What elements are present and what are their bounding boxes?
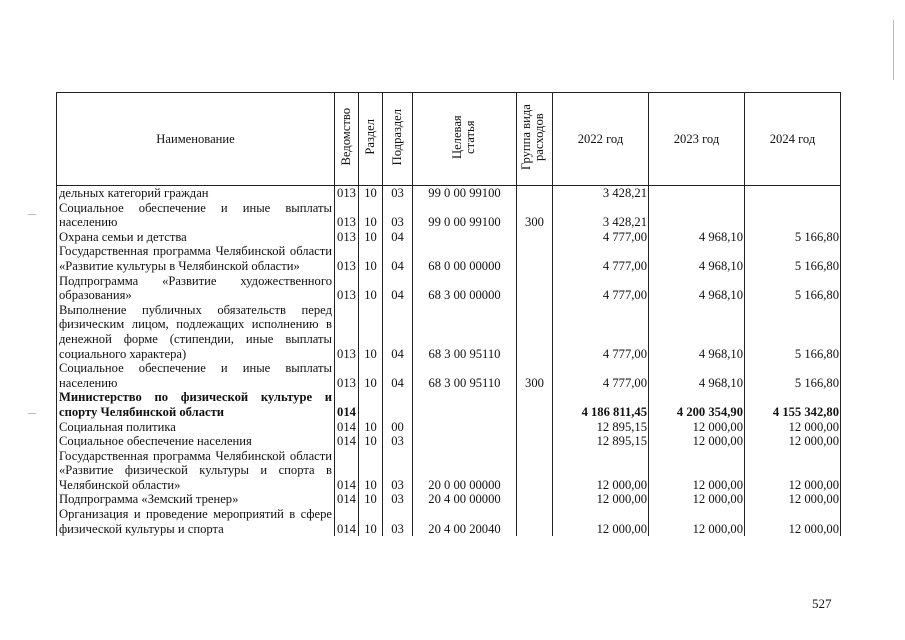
- row-value-2022: 4 777,00: [553, 361, 649, 390]
- row-podrazdel: 04: [383, 361, 413, 390]
- row-value-2023: 4 200 354,90: [649, 390, 745, 419]
- row-name: Подпрограмма «Развитие художественного образования»: [57, 274, 335, 303]
- row-vedomstvo: 014: [335, 507, 359, 536]
- row-target-article: 68 3 00 00000: [413, 274, 517, 303]
- row-target-article: 20 4 00 20040: [413, 507, 517, 536]
- row-name: Государственная программа Челябинской области «Развитие физической культуры и спорта в Челябинской области»: [57, 449, 335, 493]
- row-name: дельных категорий граждан: [57, 186, 335, 201]
- row-value-2023: 4 968,10: [649, 361, 745, 390]
- scan-artifact-left: [28, 214, 36, 215]
- row-podrazdel: [383, 390, 413, 419]
- table-header-row: [57, 93, 841, 186]
- row-target-article: [413, 230, 517, 245]
- row-razdel: 10: [359, 492, 383, 507]
- row-expense-group: [517, 420, 553, 435]
- row-name: Организация и проведение мероприятий в сфере физической культуры и спорта: [57, 507, 335, 536]
- row-value-2024: 5 166,80: [745, 274, 841, 303]
- row-razdel: 10: [359, 303, 383, 361]
- row-value-2024: 12 000,00: [745, 449, 841, 493]
- row-value-2023: 4 968,10: [649, 274, 745, 303]
- row-value-2024: 12 000,00: [745, 434, 841, 449]
- row-name: Охрана семьи и детства: [57, 230, 335, 245]
- row-podrazdel: 03: [383, 449, 413, 493]
- row-vedomstvo: 014: [335, 420, 359, 435]
- budget-table: [56, 92, 841, 536]
- header-podrazdel: Подраздел: [383, 93, 413, 186]
- row-podrazdel: 04: [383, 274, 413, 303]
- row-razdel: 10: [359, 274, 383, 303]
- row-value-2022: 12 000,00: [553, 449, 649, 493]
- row-vedomstvo: 013: [335, 230, 359, 245]
- row-value-2024: 5 166,80: [745, 361, 841, 390]
- row-podrazdel: 03: [383, 492, 413, 507]
- header-vedomstvo: Ведомство: [335, 93, 359, 186]
- table-row: [57, 449, 841, 493]
- row-value-2024: 12 000,00: [745, 507, 841, 536]
- row-value-2022: 12 895,15: [553, 434, 649, 449]
- row-value-2024: 5 166,80: [745, 230, 841, 245]
- row-podrazdel: 04: [383, 303, 413, 361]
- row-value-2022: 12 895,15: [553, 420, 649, 435]
- row-value-2023: 12 000,00: [649, 492, 745, 507]
- table-row: [57, 361, 841, 390]
- row-target-article: [413, 434, 517, 449]
- row-vedomstvo: 013: [335, 274, 359, 303]
- table-row: [57, 507, 841, 536]
- row-vedomstvo: 013: [335, 201, 359, 230]
- row-value-2024: 12 000,00: [745, 420, 841, 435]
- row-value-2022: 4 777,00: [553, 244, 649, 273]
- row-expense-group: [517, 303, 553, 361]
- row-vedomstvo: 014: [335, 434, 359, 449]
- row-target-article: 68 0 00 00000: [413, 244, 517, 273]
- row-expense-group: 300: [517, 201, 553, 230]
- row-value-2024: 5 166,80: [745, 303, 841, 361]
- row-podrazdel: 03: [383, 434, 413, 449]
- row-value-2023: 4 968,10: [649, 303, 745, 361]
- table-row: [57, 420, 841, 435]
- row-podrazdel: 04: [383, 244, 413, 273]
- row-target-article: [413, 420, 517, 435]
- row-expense-group: [517, 230, 553, 245]
- row-name: Подпрограмма «Земский тренер»: [57, 492, 335, 507]
- table-row: [57, 244, 841, 273]
- row-vedomstvo: 014: [335, 449, 359, 493]
- row-razdel: [359, 390, 383, 419]
- row-name: Социальное обеспечение и иные выплаты населению: [57, 361, 335, 390]
- row-target-article: 99 0 00 99100: [413, 186, 517, 201]
- row-vedomstvo: 013: [335, 244, 359, 273]
- table-row: [57, 274, 841, 303]
- row-value-2023: 12 000,00: [649, 449, 745, 493]
- row-vedomstvo: 013: [335, 186, 359, 201]
- row-value-2023: [649, 186, 745, 201]
- budget-table-page: [56, 92, 840, 582]
- row-value-2023: 12 000,00: [649, 420, 745, 435]
- row-expense-group: [517, 449, 553, 493]
- row-target-article: 20 4 00 00000: [413, 492, 517, 507]
- row-expense-group: [517, 390, 553, 419]
- row-value-2022: 3 428,21: [553, 201, 649, 230]
- row-value-2022: 3 428,21: [553, 186, 649, 201]
- header-expense-group: Группа вида расходов: [517, 93, 553, 186]
- scan-artifact-left: [28, 413, 36, 414]
- row-razdel: 10: [359, 507, 383, 536]
- row-name: Социальное обеспечение населения: [57, 434, 335, 449]
- row-value-2024: [745, 201, 841, 230]
- row-value-2023: 4 968,10: [649, 230, 745, 245]
- row-value-2022: 4 777,00: [553, 230, 649, 245]
- row-value-2024: 12 000,00: [745, 492, 841, 507]
- row-value-2022: 12 000,00: [553, 492, 649, 507]
- row-target-article: 68 3 00 95110: [413, 303, 517, 361]
- row-value-2022: 4 777,00: [553, 274, 649, 303]
- header-2024: 2024 год: [745, 93, 841, 186]
- row-razdel: 10: [359, 434, 383, 449]
- row-name: Государственная программа Челябинской области «Развитие культуры в Челябинской области»: [57, 244, 335, 273]
- row-value-2024: 5 166,80: [745, 244, 841, 273]
- row-razdel: 10: [359, 361, 383, 390]
- row-target-article: 68 3 00 95110: [413, 361, 517, 390]
- table-row: [57, 492, 841, 507]
- row-expense-group: [517, 507, 553, 536]
- row-podrazdel: 04: [383, 230, 413, 245]
- row-value-2022: 12 000,00: [553, 507, 649, 536]
- header-2023: 2023 год: [649, 93, 745, 186]
- row-razdel: 10: [359, 201, 383, 230]
- table-row: [57, 186, 841, 201]
- row-name: Выполнение публичных обязательств перед физическим лицом, подлежащих исполнению в денежной форме (стипендии, иные выплаты социального характера): [57, 303, 335, 361]
- header-razdel: Раздел: [359, 93, 383, 186]
- row-podrazdel: 03: [383, 201, 413, 230]
- header-name: Наименование: [57, 93, 335, 186]
- page-number: 527: [812, 596, 832, 611]
- row-razdel: 10: [359, 420, 383, 435]
- row-value-2023: 4 968,10: [649, 244, 745, 273]
- row-vedomstvo: 013: [335, 303, 359, 361]
- row-expense-group: 300: [517, 361, 553, 390]
- scan-artifact-right: [893, 20, 894, 80]
- row-vedomstvo: 014: [335, 492, 359, 507]
- row-expense-group: [517, 274, 553, 303]
- row-name: Социальное обеспечение и иные выплаты населению: [57, 201, 335, 230]
- row-name: Социальная политика: [57, 420, 335, 435]
- row-razdel: 10: [359, 449, 383, 493]
- table-row: [57, 303, 841, 361]
- row-target-article: 99 0 00 99100: [413, 201, 517, 230]
- row-razdel: 10: [359, 244, 383, 273]
- row-expense-group: [517, 244, 553, 273]
- table-row: [57, 434, 841, 449]
- header-target-article: Целевая статья: [413, 93, 517, 186]
- row-vedomstvo: 014: [335, 390, 359, 419]
- table-row: [57, 230, 841, 245]
- header-2022: 2022 год: [553, 93, 649, 186]
- row-expense-group: [517, 434, 553, 449]
- row-razdel: 10: [359, 186, 383, 201]
- row-target-article: [413, 390, 517, 419]
- row-name: Министерство по физической культуре и спорту Челябинской области: [57, 390, 335, 419]
- row-expense-group: [517, 492, 553, 507]
- row-value-2022: 4 186 811,45: [553, 390, 649, 419]
- table-row: [57, 390, 841, 419]
- row-podrazdel: 03: [383, 507, 413, 536]
- row-value-2022: 4 777,00: [553, 303, 649, 361]
- row-razdel: 10: [359, 230, 383, 245]
- row-value-2024: [745, 186, 841, 201]
- row-target-article: 20 0 00 00000: [413, 449, 517, 493]
- row-value-2023: [649, 201, 745, 230]
- row-podrazdel: 00: [383, 420, 413, 435]
- row-podrazdel: 03: [383, 186, 413, 201]
- row-vedomstvo: 013: [335, 361, 359, 390]
- row-value-2023: 12 000,00: [649, 434, 745, 449]
- row-value-2023: 12 000,00: [649, 507, 745, 536]
- table-row: [57, 201, 841, 230]
- row-expense-group: [517, 186, 553, 201]
- row-value-2024: 4 155 342,80: [745, 390, 841, 419]
